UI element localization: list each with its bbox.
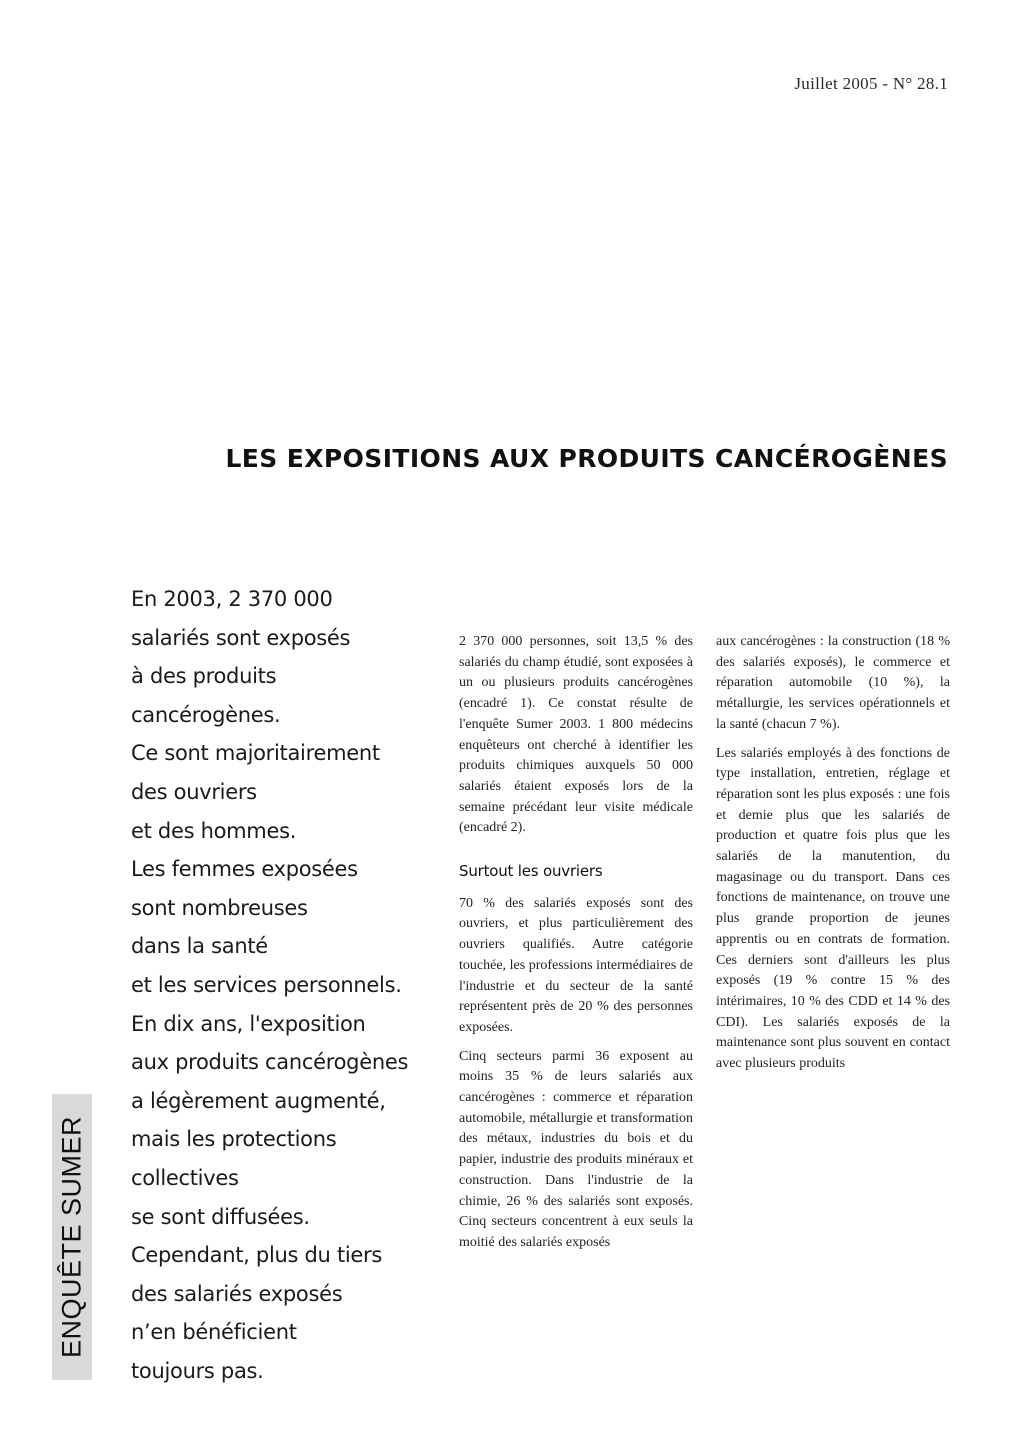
article-paragraph: Cinq secteurs parmi 36 exposent au moins 35 % de leurs salariés aux cancérogènes : commerce et réparation automobile, métallurgie et transformation des métaux, industries du bois et du papier, industrie des produits minéraux et construction. Dans l'industrie de la chimie, 26 % des salariés sont exposés. Cinq secteurs concentrent à eux seuls la moitié des salariés exposés [459, 1048, 693, 1250]
issue-date: Juillet 2005 - N° 28.1 [794, 74, 948, 93]
intro-line: des salariés exposés [131, 1281, 343, 1306]
article-paragraph: aux cancérogènes : la construction (18 % des salariés exposés), le commerce et réparation automobile (10 %), la métallurgie, les services opérationnels et la santé (chacun 7 %). [716, 634, 950, 732]
intro-line: En 2003, 2 370 000 [131, 587, 333, 611]
intro-line: aux produits cancérogènes [131, 1050, 409, 1075]
intro-line: Cependant, plus du tiers [131, 1243, 383, 1268]
series-side-label-text: ENQUÊTE SUMER [56, 1115, 87, 1359]
intro-line: des ouvriers [131, 779, 257, 804]
article-column-1 [459, 632, 693, 1262]
intro-line: dans la santé [131, 934, 268, 959]
intro-line: toujours pas. [131, 1358, 264, 1383]
intro-line: sont nombreuses [131, 895, 308, 920]
section-heading: Surtout les ouvriers [459, 862, 603, 881]
intro-line: et les services personnels. [131, 972, 402, 997]
intro-line: n’en bénéficient [131, 1320, 297, 1345]
intro-line: cancérogènes. [131, 702, 281, 727]
article-column-2 [716, 632, 950, 1083]
article-paragraph: 2 370 000 personnes, soit 13,5 % des salariés du champ étudié, sont exposées à un ou plusieurs produits cancérogènes (encadré 1). Ce constat résulte de l'enquête Sumer 2003. 1 800 médecins enquêteurs ont cherché à identifier les produits chimiques auxquels 50 000 salariés étaient exposés lors de la semaine précédant leur visite médicale (encadré 2). [459, 634, 693, 836]
intro-line: Ce sont majoritairement [131, 741, 380, 766]
intro-summary [131, 580, 431, 1390]
page-title: LES EXPOSITIONS AUX PRODUITS CANCÉROGÈNES [225, 444, 948, 473]
article-paragraph: 70 % des salariés exposés sont des ouvriers, et plus particulièrement des ouvriers qualifiés. Autre catégorie touchée, les professions intermédiaires de l'industrie et du secteur de la santé représentent près de 20 % des personnes exposées. [459, 895, 693, 1035]
intro-line: collectives [131, 1165, 239, 1190]
intro-line: a légèrement augmenté, [131, 1088, 386, 1113]
intro-line: Les femmes exposées [131, 857, 358, 882]
intro-line: à des produits [131, 664, 277, 689]
intro-line: En dix ans, l'exposition [131, 1011, 366, 1036]
intro-line: salariés sont exposés [131, 625, 351, 650]
intro-line: se sont diffusées. [131, 1204, 310, 1229]
article-paragraph: Les salariés employés à des fonctions de type installation, entretien, réglage et réparation sont les plus exposés : une fois et demie plus que les salariés de production et quatre fois plus que les salariés de la manutention, du magasinage ou du transport. Dans ces fonctions de maintenance, on trouve une plus grande proportion de jeunes apprentis ou en contrats de formation. Ces derniers sont d'ailleurs les plus exposés (19 % contre 15 % des intérimaires, 10 % des CDD et 14 % des CDI). Les salariés exposés de la maintenance sont plus souvent en contact avec plusieurs produits [716, 745, 950, 1072]
intro-line: et des hommes. [131, 818, 297, 843]
intro-line: mais les protections [131, 1127, 337, 1152]
series-side-label [52, 1094, 92, 1380]
